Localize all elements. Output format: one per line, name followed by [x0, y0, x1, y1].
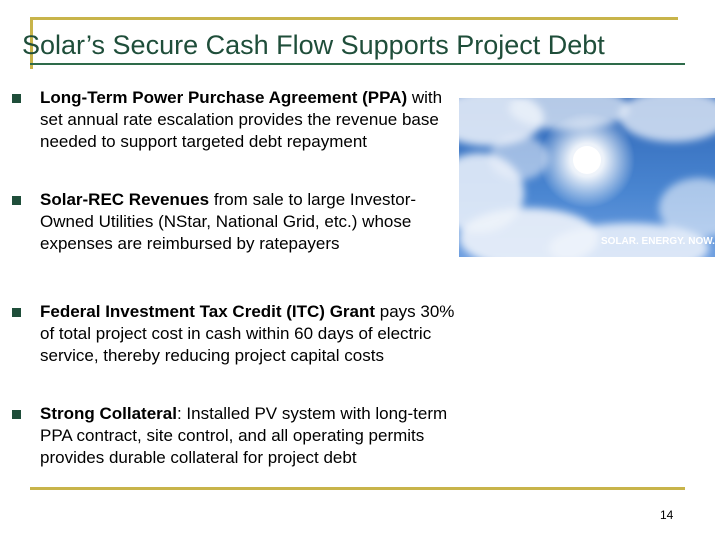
slide-title: Solar’s Secure Cash Flow Supports Project Debt — [22, 30, 605, 60]
frame-bottom-line — [30, 487, 685, 490]
bullet-bold: Long-Term Power Purchase Agreement (PPA) — [40, 88, 408, 107]
bullet-rest: : Installed PV system with long-term PPA contract, site control, and all operating permits provides durable collateral for project debt — [40, 404, 448, 467]
bullet-text — [40, 301, 460, 367]
bullet-text — [40, 403, 460, 469]
frame-top-line — [30, 17, 678, 20]
bullet-marker — [12, 308, 21, 317]
sky-illustration — [459, 98, 715, 257]
solar-sky-image — [459, 98, 715, 257]
bullet-bold: Federal Investment Tax Credit (ITC) Grant — [40, 302, 376, 321]
title-underline — [30, 63, 685, 65]
bullet-marker — [12, 410, 21, 419]
bullet-rest: with set annual rate escalation provides the revenue base needed to support targeted debt repayment — [40, 88, 443, 151]
bullet-bold: Strong Collateral — [40, 404, 177, 423]
bullet-rest: from sale to large Investor-Owned Utilities (NStar, National Grid, etc.) whose expenses are reimbursed by ratepayers — [40, 190, 417, 253]
bullet-marker — [12, 94, 21, 103]
bullet-bold: Solar-REC Revenues — [40, 190, 210, 209]
page-number: 14 — [660, 508, 674, 522]
bullet-text — [40, 87, 460, 153]
bullet-marker — [12, 196, 21, 205]
photo-logo-text: SOLAR. ENERGY. NOW. — [601, 236, 715, 247]
bullet-rest: pays 30% of total project cost in cash within 60 days of electric service, thereby reducing project capital costs — [40, 302, 455, 365]
bullet-text — [40, 189, 460, 255]
